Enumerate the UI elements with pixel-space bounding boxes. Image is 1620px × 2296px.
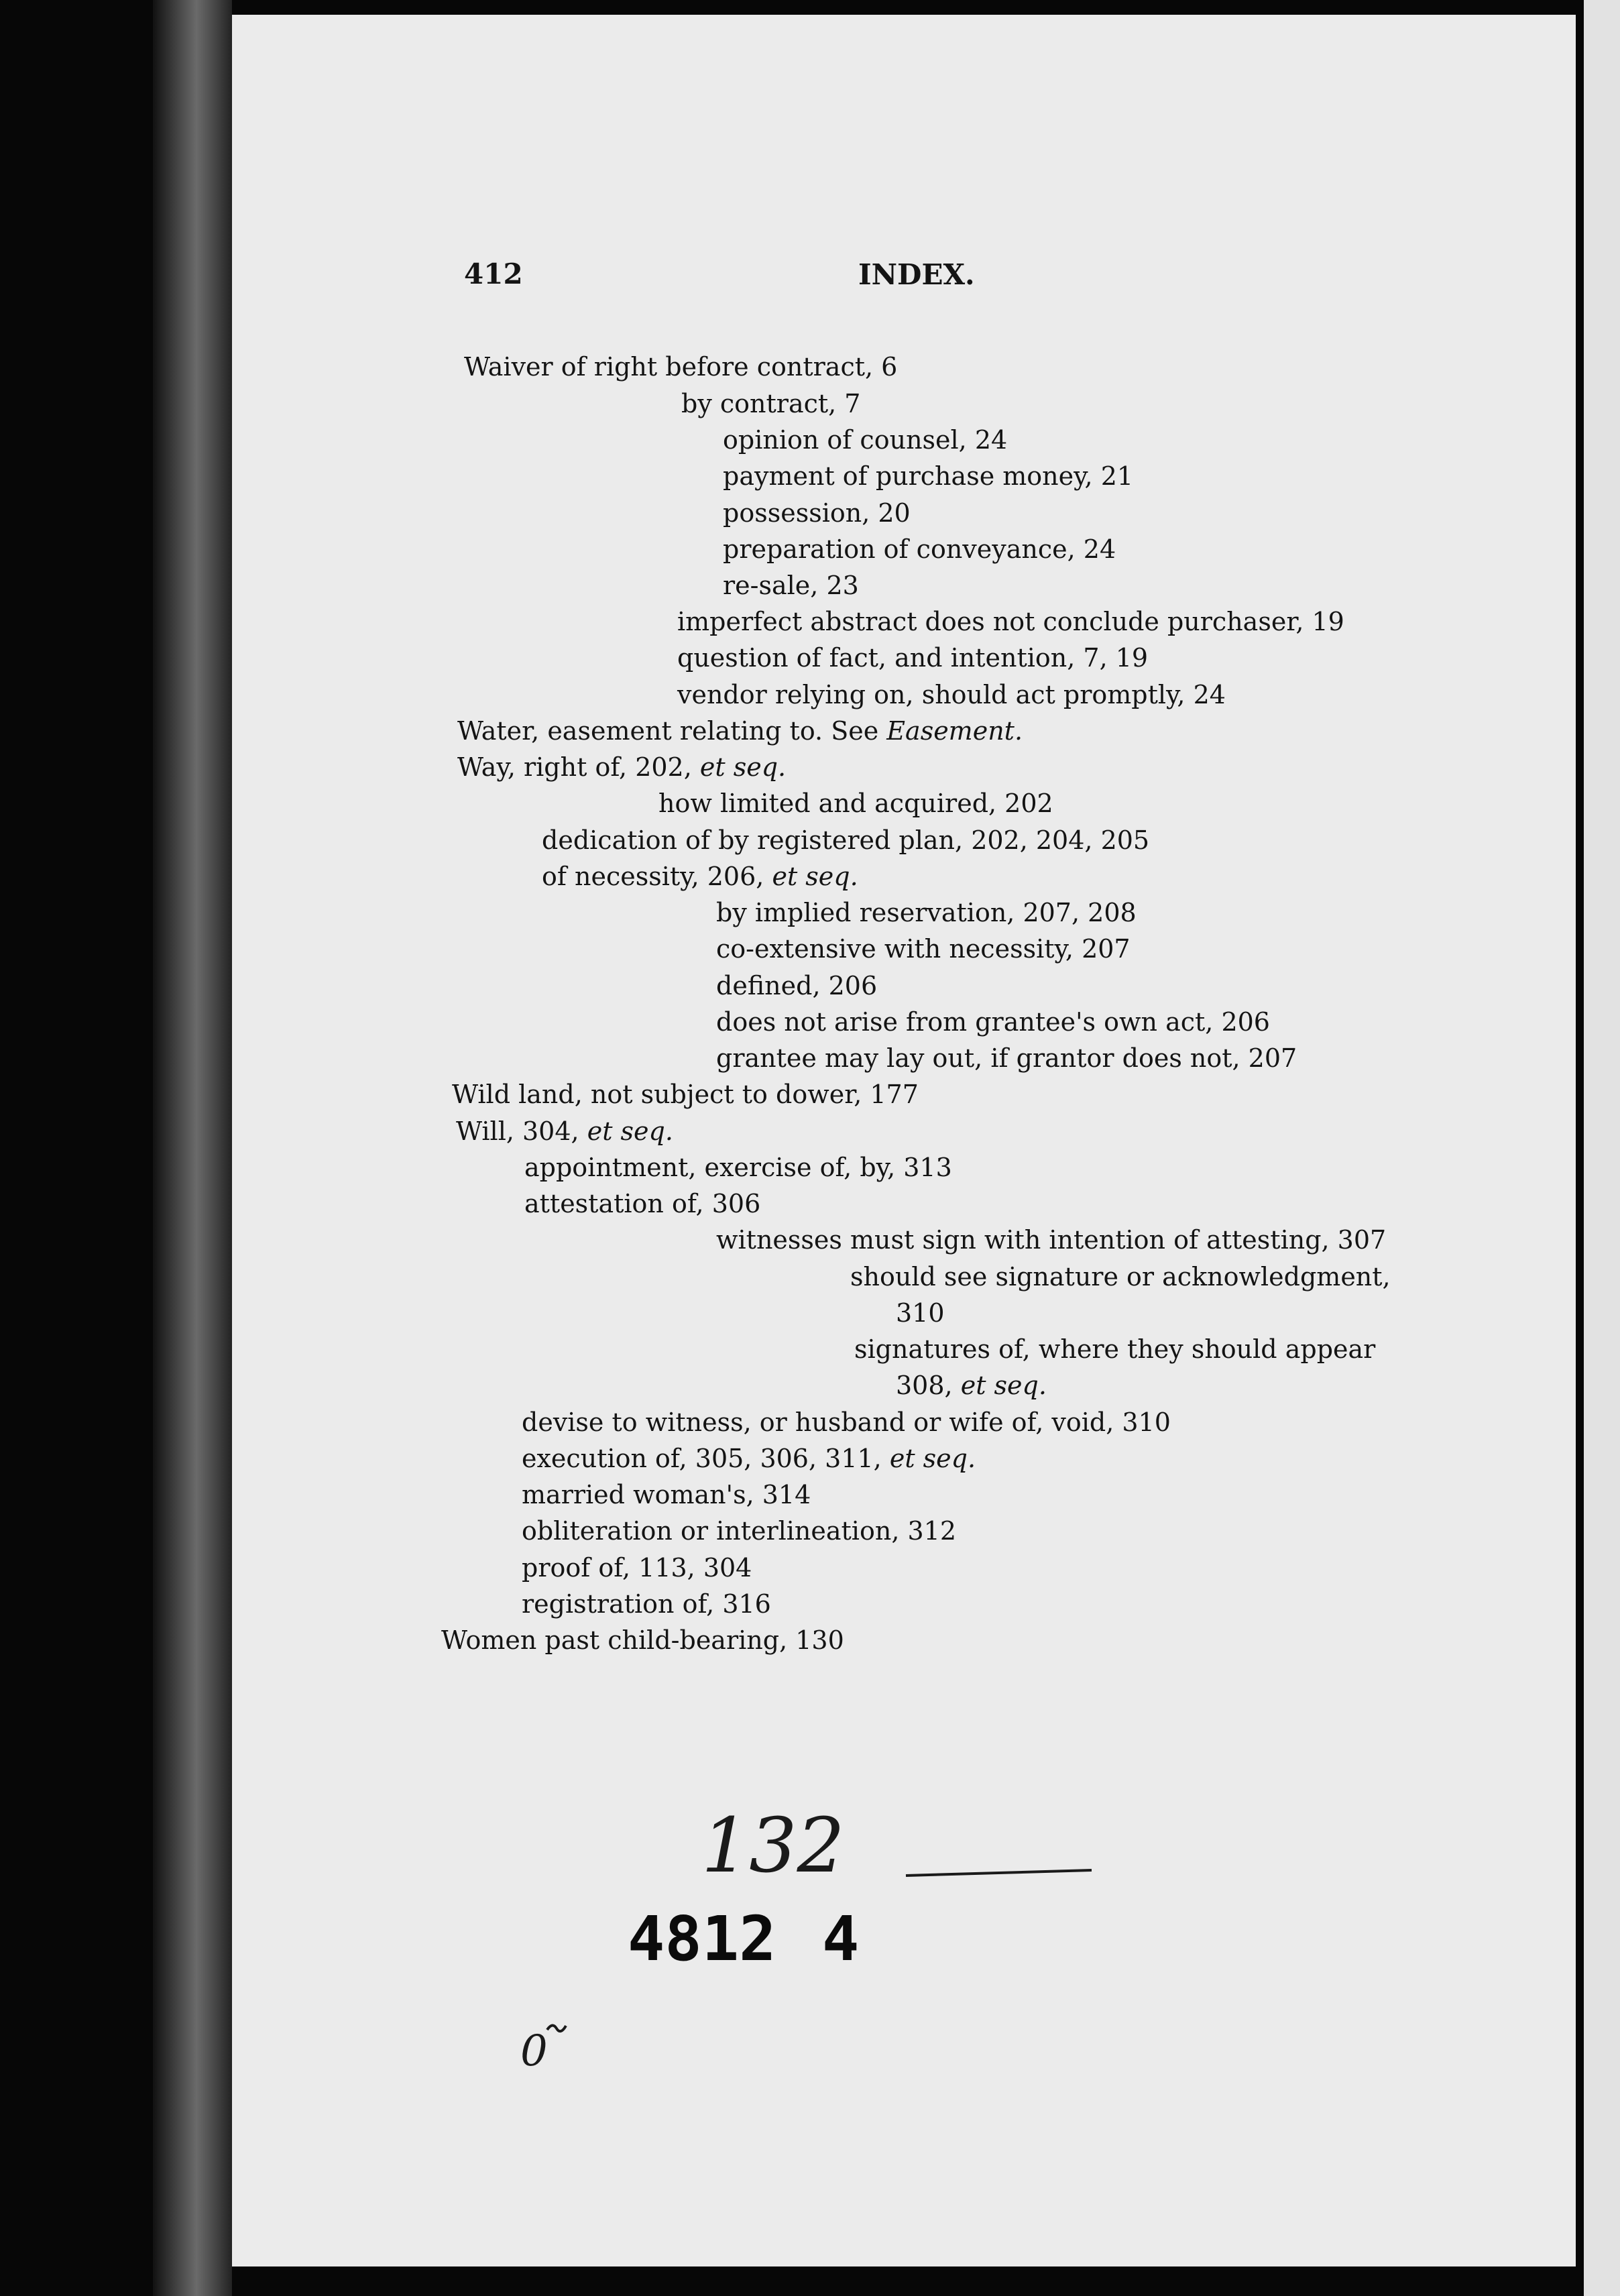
entry-text: appointment, exercise of, by, 313 <box>524 1153 952 1182</box>
handwritten-annotation <box>232 15 1576 2266</box>
handwritten-underline <box>906 1870 1092 1876</box>
entry-text: registration of, 316 <box>522 1589 771 1619</box>
entry-text: how limited and acquired, 202 <box>658 789 1053 818</box>
entry-text: Way, right of, 202, <box>457 752 700 782</box>
entry-text: co-extensive with necessity, 207 <box>716 934 1131 964</box>
entry-italic-text: et seq. <box>960 1371 1047 1400</box>
entry-text: Women past child-bearing, 130 <box>441 1625 844 1655</box>
entry-text: imperfect abstract does not conclude purchaser, 19 <box>677 607 1344 636</box>
entry-text: dedication of by registered plan, 202, 204, 205 <box>542 825 1150 855</box>
index-page <box>232 15 1576 2266</box>
entry-text: obliteration or interlineation, 312 <box>522 1516 957 1546</box>
entry-text: grantee may lay out, if grantor does not, 207 <box>716 1043 1297 1073</box>
entry-text: execution of, 305, 306, 311, <box>522 1444 890 1473</box>
entry-text: married woman's, 314 <box>522 1480 811 1509</box>
handwritten-tilde <box>547 2025 566 2031</box>
entry-text: 310 <box>896 1298 945 1328</box>
entry-text: by contract, 7 <box>681 389 861 418</box>
entry-text: Waiver of right before contract, 6 <box>464 352 898 382</box>
entry-text: 308, <box>896 1371 961 1400</box>
entry-text: witnesses must sign with intention of attesting, 307 <box>716 1225 1387 1255</box>
entry-text: question of fact, and intention, 7, 19 <box>677 643 1149 673</box>
entry-text: of necessity, 206, <box>542 862 772 891</box>
entry-text: signatures of, where they should appear <box>854 1334 1376 1364</box>
book-spine <box>153 0 232 2296</box>
entry-text: proof of, 113, 304 <box>522 1553 752 1583</box>
entry-italic-text: Easement. <box>886 716 1023 746</box>
entry-text: opinion of counsel, 24 <box>723 425 1008 455</box>
entry-text: devise to witness, or husband or wife of, void, 310 <box>522 1408 1171 1437</box>
stamp-catalog-number: 4812 <box>628 1903 776 1975</box>
entry-text: vendor relying on, should act promptly, 24 <box>677 680 1226 709</box>
page-number: 412 <box>464 257 523 290</box>
handwritten-number: 132 <box>701 1802 845 1890</box>
facing-page-edge <box>1584 0 1620 2296</box>
entry-italic-text: et seq. <box>772 862 858 891</box>
entry-text: Wild land, not subject to dower, 177 <box>452 1080 919 1109</box>
entry-text: possession, 20 <box>723 498 911 528</box>
page-title: INDEX. <box>858 258 975 291</box>
entry-text: Water, easement relating to. See <box>457 716 887 746</box>
entry-text: attestation of, 306 <box>524 1189 761 1218</box>
entry-text: preparation of conveyance, 24 <box>723 534 1116 564</box>
entry-text: payment of purchase money, 21 <box>723 461 1134 491</box>
entry-text: Will, 304, <box>456 1116 587 1146</box>
entry-italic-text: et seq. <box>889 1444 976 1473</box>
entry-text: re-sale, 23 <box>723 571 859 600</box>
entry-italic-text: et seq. <box>587 1116 673 1146</box>
stamp-copy-number: 4 <box>822 1903 860 1975</box>
entry-text: does not arise from grantee's own act, 206 <box>716 1007 1270 1037</box>
entry-italic-text: et seq. <box>699 752 787 782</box>
entry-text: should see signature or acknowledgment, <box>850 1262 1391 1292</box>
entry-text: defined, 206 <box>716 971 878 1000</box>
handwritten-mark: 0 <box>520 2026 548 2076</box>
entry-text: by implied reservation, 207, 208 <box>716 898 1137 927</box>
